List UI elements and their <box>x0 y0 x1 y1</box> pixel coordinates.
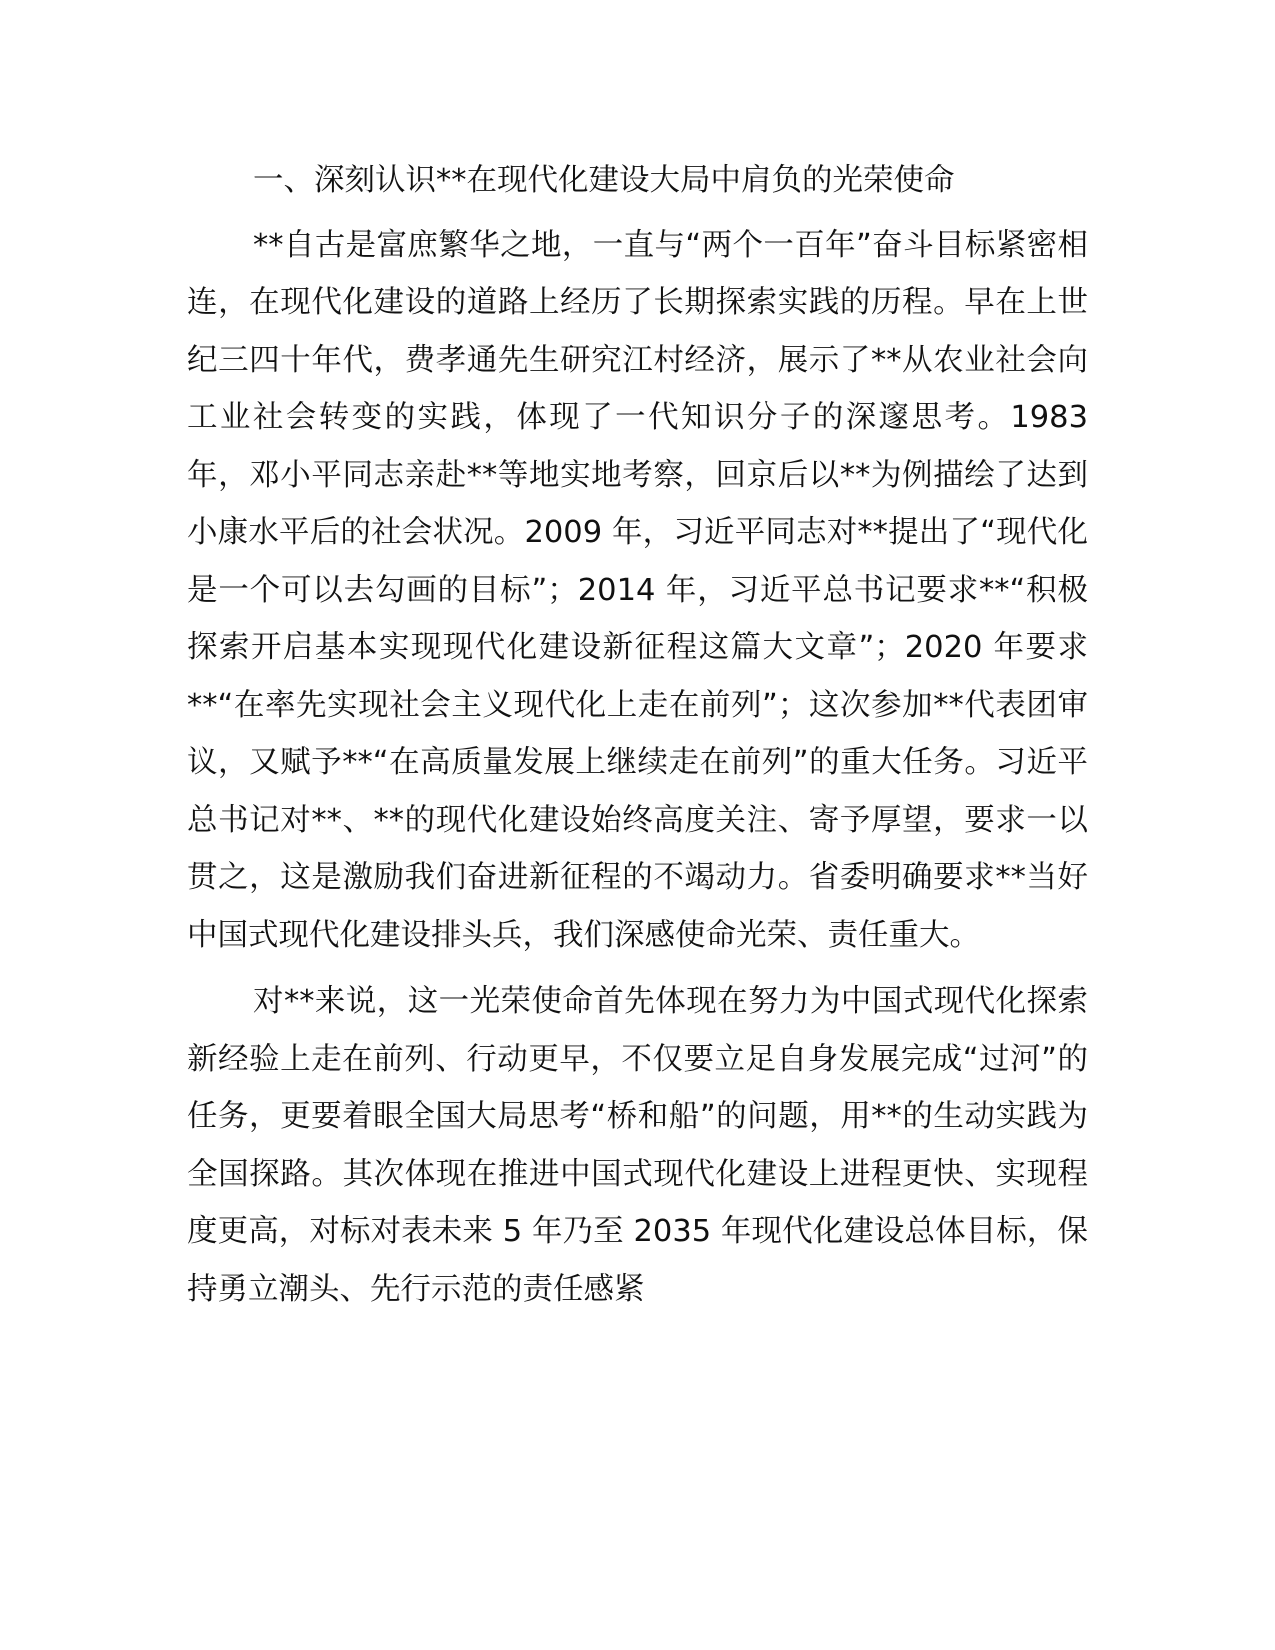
body-paragraph: 对**来说，这一光荣使命首先体现在努力为中国式现代化探索新经验上走在前列、行动更早，不仅要立足自身发展完成“过河”的任务，更要着眼全国大局思考“桥和船”的问题，用**的生动实践为全国探路。其次体现在推进中国式现代化建设上进程更快、实现程度更高，对标对表未来 5 年乃至 2035 年现代化建设总体目标，保持勇立潮头、先行示范的责任感紧 <box>187 984 1088 1307</box>
body-paragraph: **自古是富庶繁华之地，一直与“两个一百年”奋斗目标紧密相连，在现代化建设的道路上经历了长期探索实践的历程。早在上世纪三四十年代，费孝通先生研究江村经济，展示了**从农业社会向工业社会转变的实践，体现了一代知识分子的深邃思考。1983 年，邓小平同志亲赴**等地实地考察，回京后以**为例描绘了达到小康水平后的社会状况。2009 年，习近平同志对**提出了“现代化是一个可以去勾画的目标”；2014 年，习近平总书记要求**“积极探索开启基本实现现代化建设新征程这篇大文章”；2020 年要求**“在率先实现社会主义现代化上走在前列”；这次参加**代表团审议，又赋予**“在高质量发展上继续走在前列”的重大任务。习近平总书记对**、**的现代化建设始终高度关注、寄予厚望，要求一以贯之，这是激励我们奋进新征程的不竭动力。省委明确要求**当好中国式现代化建设排头兵，我们深感使命光荣、责任重大。 <box>187 227 1088 953</box>
document-body <box>187 152 1088 1318</box>
section-heading: 一、深刻认识**在现代化建设大局中肩负的光荣使命 <box>253 163 955 198</box>
